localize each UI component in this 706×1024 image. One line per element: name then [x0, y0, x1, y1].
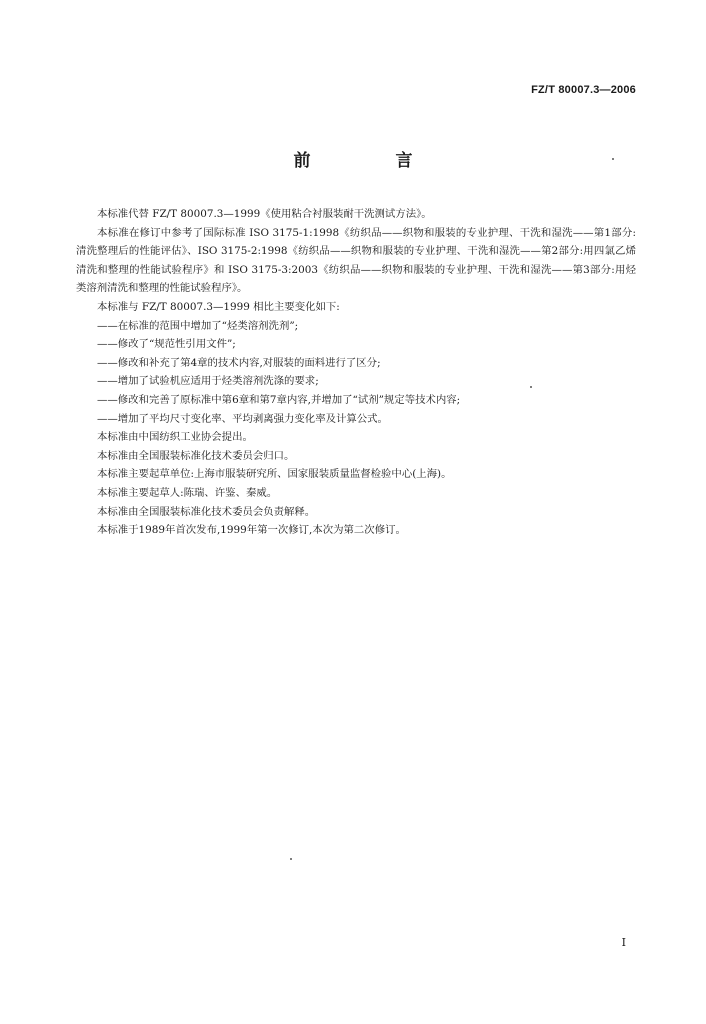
- foreword-body: [76, 205, 636, 540]
- list-item: ——修改和补充了第4章的技术内容,对服装的面料进行了区分;: [97, 356, 381, 369]
- paragraph-centralized: 本标准由全国服装标准化技术委员会归口。: [97, 449, 295, 462]
- scan-speck: [612, 158, 614, 160]
- page-title: 前 言: [293, 151, 447, 171]
- list-item: ——修改了“规范性引用文件”;: [97, 338, 236, 351]
- page-number: I: [621, 936, 626, 949]
- paragraph-changes-intro: 本标准与 FZ/T 80007.3—1999 相比主要变化如下:: [97, 300, 340, 313]
- list-item: ——增加了试验机应适用于烃类溶剂洗涤的要求;: [97, 375, 319, 388]
- paragraph-proposer: 本标准由中国纺织工业协会提出。: [97, 431, 253, 444]
- paragraph-replaces: 本标准代替 FZ/T 80007.3—1999《使用粘合衬服装耐干洗测试方法》。: [97, 208, 432, 220]
- document-code: FZ/T 80007.3—2006: [531, 84, 636, 96]
- scan-speck: [290, 858, 292, 860]
- paragraph-references: 本标准在修订中参考了国际标准 ISO 3175-1:1998《纺织品——织物和服装的专业护理、干洗和湿洗——第1部分:清洗整理后的性能评估》、ISO 3175-2:1998《纺织品——织物和服装的专业护理、干洗和湿洗——第2部分:用四氯乙烯清洗和整理的性能试验程序》和 ISO 3175-3:2003《纺织品——织物和服装的专业护理、干洗和湿洗——第3部分:用烃类溶剂清洗和整理的性能试验程序》。: [76, 226, 636, 295]
- paragraph-history: 本标准于1989年首次发布,1999年第一次修订,本次为第二次修订。: [97, 524, 406, 537]
- list-item: ——修改和完善了原标准中第6章和第7章内容,并增加了“试剂”规定等技术内容;: [97, 393, 461, 406]
- paragraph-interpretation: 本标准由全国服装标准化技术委员会负责解释。: [97, 505, 316, 518]
- paragraph-drafting-units: 本标准主要起草单位:上海市服装研究所、国家服装质量监督检验中心(上海)。: [97, 468, 452, 481]
- list-item: ——增加了平均尺寸变化率、平均剥离强力变化率及计算公式。: [97, 412, 388, 425]
- paragraph-drafters: 本标准主要起草人:陈瑞、许鉴、秦威。: [97, 486, 278, 499]
- list-item: ——在标准的范围中增加了“烃类溶剂洗剂”;: [97, 319, 299, 332]
- scan-speck: [530, 386, 532, 388]
